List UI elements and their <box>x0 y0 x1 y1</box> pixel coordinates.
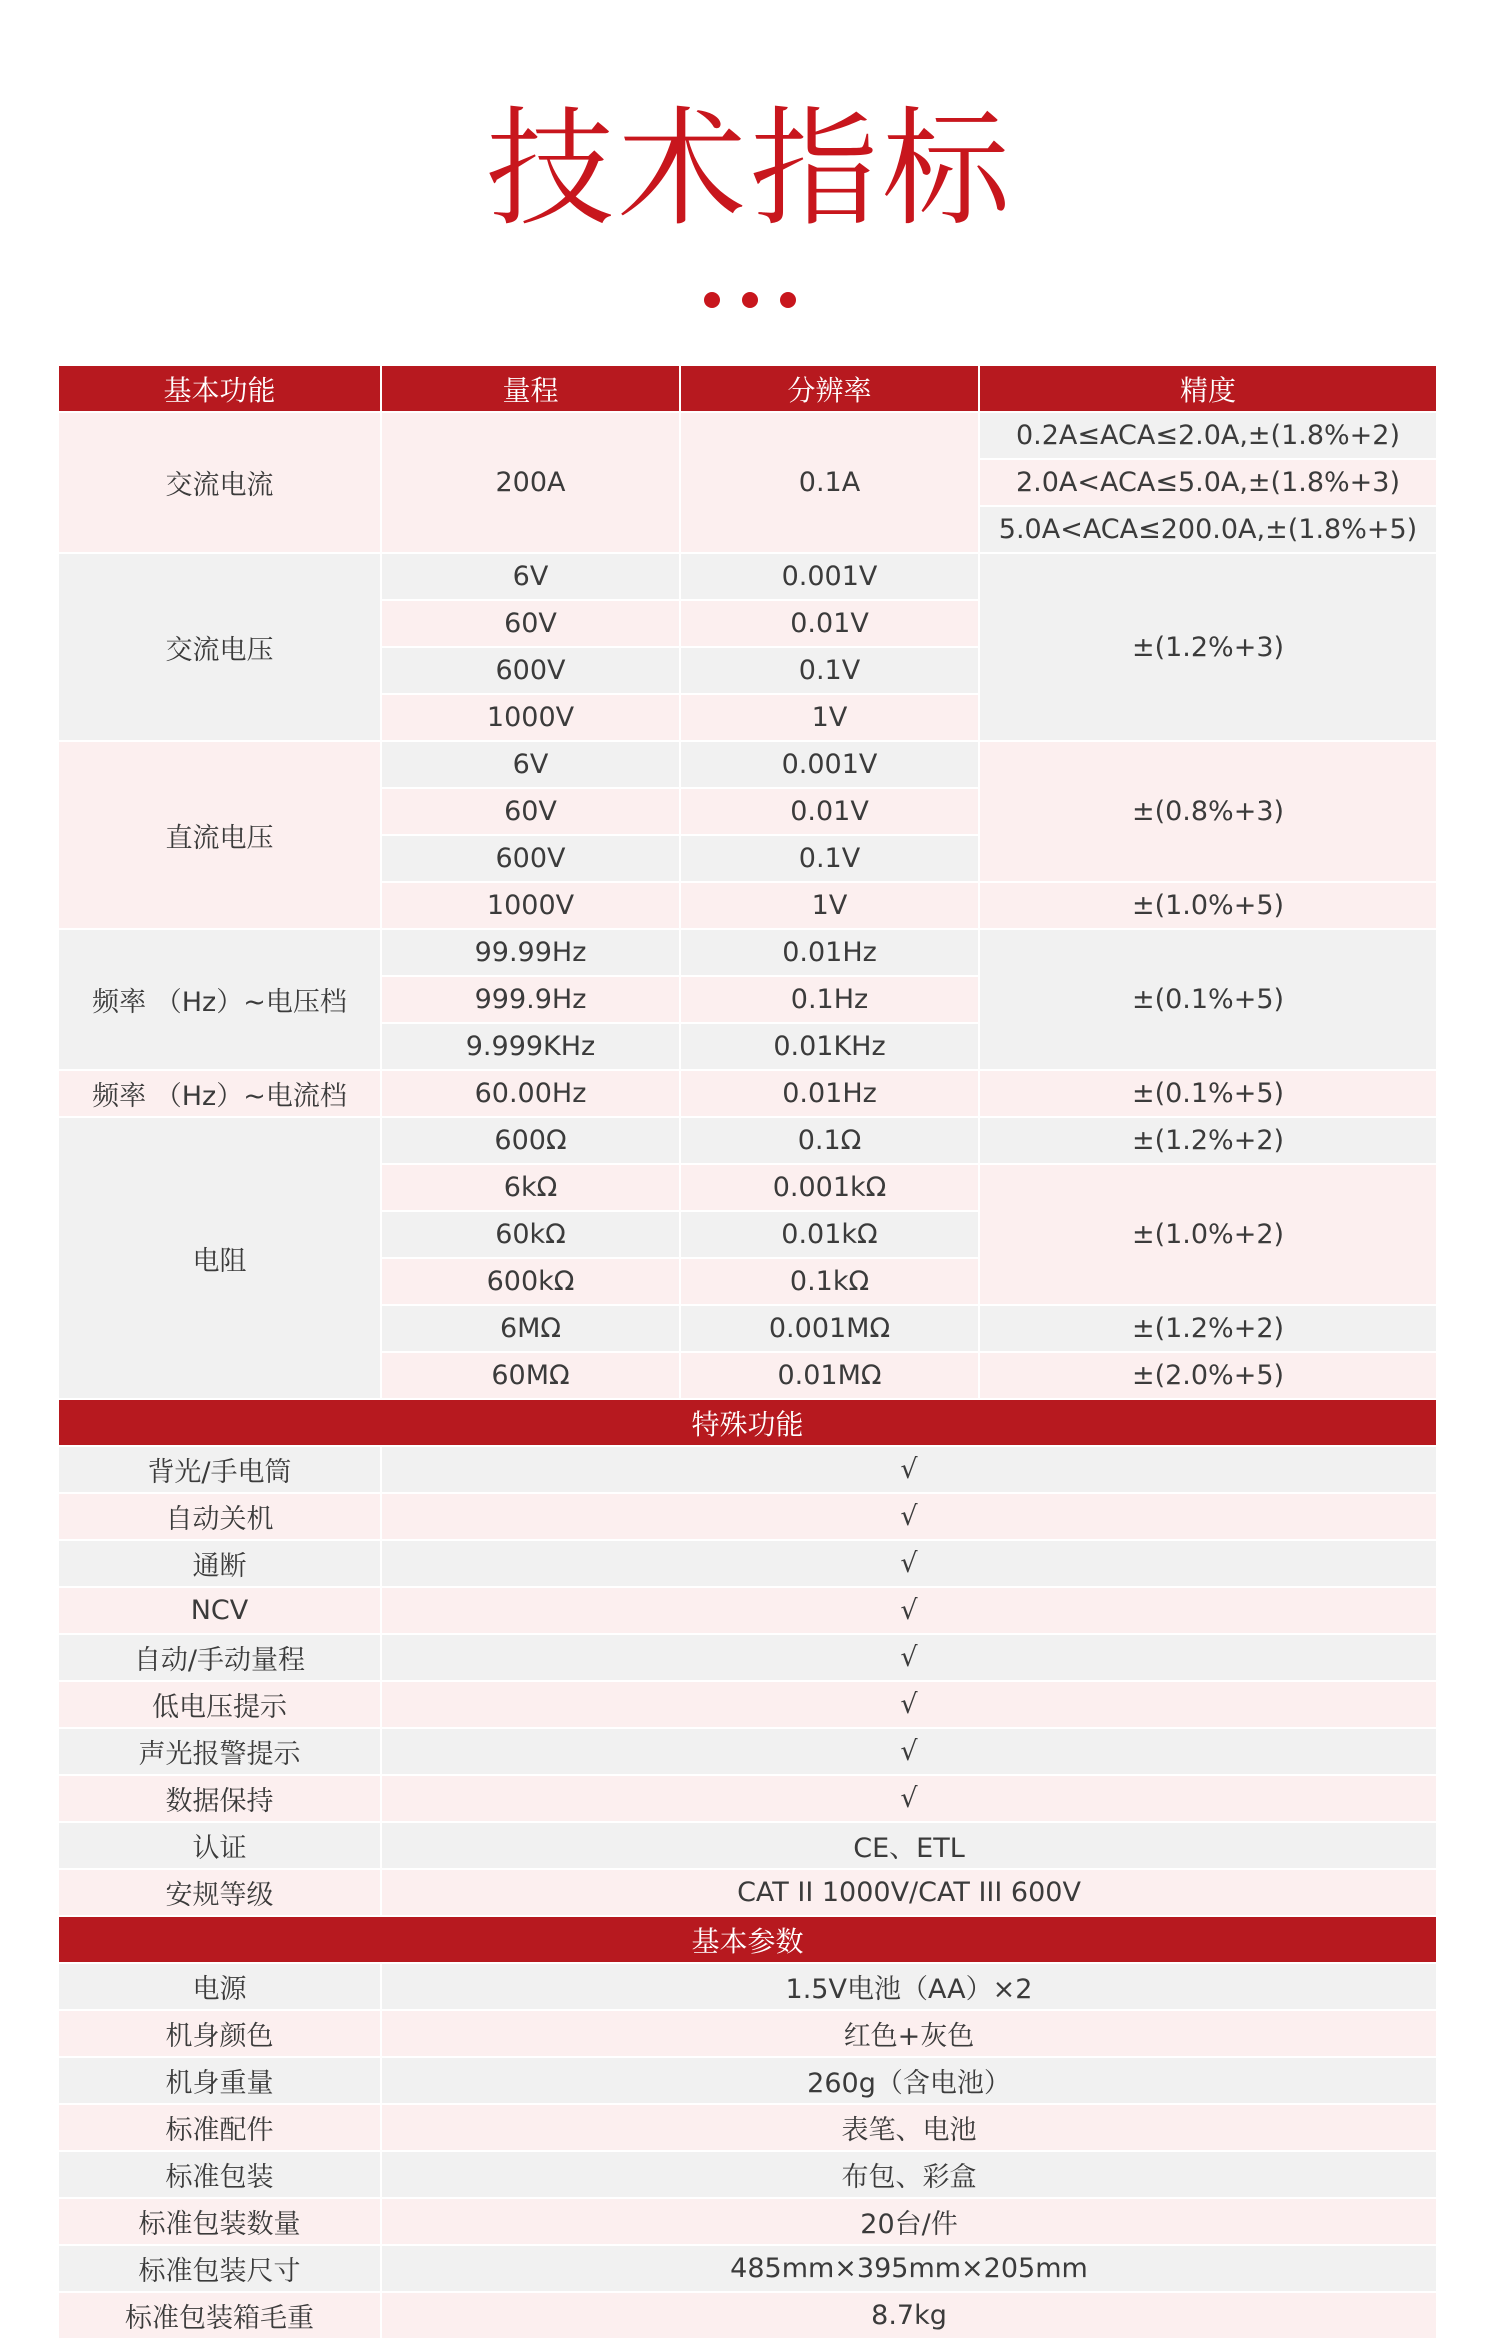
special-feature-name: 自动/手动量程 <box>59 1635 380 1680</box>
accuracy-cell: ±(1.0%+5) <box>980 883 1436 928</box>
special-feature-value: √ <box>382 1588 1436 1633</box>
resolution-cell: 0.01MΩ <box>681 1353 978 1398</box>
resolution-cell: 0.1V <box>681 648 978 693</box>
accuracy-cell: ±(0.1%+5) <box>980 1071 1436 1116</box>
resolution-cell: 0.001MΩ <box>681 1306 978 1351</box>
resolution-cell: 0.1A <box>681 413 978 552</box>
param-name: 标准包装尺寸 <box>59 2246 380 2291</box>
special-feature-name: 背光/手电筒 <box>59 1447 380 1492</box>
resolution-cell: 0.01V <box>681 789 978 834</box>
range-cell: 1000V <box>382 883 679 928</box>
special-feature-name: 认证 <box>59 1823 380 1868</box>
special-feature-name: 自动关机 <box>59 1494 380 1539</box>
param-name: 机身颜色 <box>59 2011 380 2056</box>
function-name: 电阻 <box>59 1118 380 1398</box>
resolution-cell: 0.01V <box>681 601 978 646</box>
header-cell: 精度 <box>980 366 1436 411</box>
resolution-cell: 0.001V <box>681 742 978 787</box>
param-value: 1.5V电池（AA）×2 <box>382 1964 1436 2009</box>
accuracy-cell: ±(0.1%+5) <box>980 930 1436 1069</box>
range-cell: 6V <box>382 554 679 599</box>
resolution-cell: 0.1V <box>681 836 978 881</box>
resolution-cell: 0.1kΩ <box>681 1259 978 1304</box>
resolution-cell: 0.01Hz <box>681 930 978 975</box>
param-name: 标准包装 <box>59 2152 380 2197</box>
resolution-cell: 0.001V <box>681 554 978 599</box>
accuracy-cell: ±(1.2%+2) <box>980 1118 1436 1163</box>
resolution-cell: 0.01KHz <box>681 1024 978 1069</box>
range-cell: 60V <box>382 789 679 834</box>
function-name: 交流电流 <box>59 413 380 552</box>
param-name: 标准包装箱毛重 <box>59 2293 380 2338</box>
accuracy-cell: 0.2A≤ACA≤2.0A,±(1.8%+2) <box>980 413 1436 458</box>
resolution-cell: 0.1Ω <box>681 1118 978 1163</box>
range-cell: 9.999KHz <box>382 1024 679 1069</box>
param-value: 485mm×395mm×205mm <box>382 2246 1436 2291</box>
accuracy-cell: 2.0A<ACA≤5.0A,±(1.8%+3) <box>980 460 1436 505</box>
range-cell: 6V <box>382 742 679 787</box>
accuracy-cell: ±(1.2%+2) <box>980 1306 1436 1351</box>
special-feature-value: CE、ETL <box>382 1823 1436 1868</box>
special-feature-value: √ <box>382 1635 1436 1680</box>
param-value: 布包、彩盒 <box>382 2152 1436 2197</box>
header-cell: 分辨率 <box>681 366 978 411</box>
special-feature-name: 安规等级 <box>59 1870 380 1915</box>
accuracy-cell: ±(1.2%+3) <box>980 554 1436 740</box>
accuracy-cell: 5.0A<ACA≤200.0A,±(1.8%+5) <box>980 507 1436 552</box>
function-name: 频率 （Hz）~电压档 <box>59 930 380 1069</box>
range-cell: 60.00Hz <box>382 1071 679 1116</box>
spec-table <box>59 366 1436 2334</box>
page-title: 技术指标 <box>485 95 1014 244</box>
range-cell: 600Ω <box>382 1118 679 1163</box>
special-feature-value: √ <box>382 1541 1436 1586</box>
param-value: 红色+灰色 <box>382 2011 1436 2056</box>
accuracy-cell: ±(0.8%+3) <box>980 742 1436 881</box>
resolution-cell: 0.01kΩ <box>681 1212 978 1257</box>
special-feature-name: 通断 <box>59 1541 380 1586</box>
param-value: 20台/件 <box>382 2199 1436 2244</box>
range-cell: 6MΩ <box>382 1306 679 1351</box>
range-cell: 60kΩ <box>382 1212 679 1257</box>
special-feature-value: CAT II 1000V/CAT III 600V <box>382 1870 1436 1915</box>
range-cell: 600V <box>382 836 679 881</box>
section-title-special: 特殊功能 <box>59 1400 1436 1445</box>
title-dots-decoration <box>0 292 1500 308</box>
header-cell: 基本功能 <box>59 366 380 411</box>
range-cell: 1000V <box>382 695 679 740</box>
resolution-cell: 1V <box>681 883 978 928</box>
accuracy-cell: ±(1.0%+2) <box>980 1165 1436 1304</box>
param-name: 机身重量 <box>59 2058 380 2103</box>
range-cell: 99.99Hz <box>382 930 679 975</box>
resolution-cell: 0.01Hz <box>681 1071 978 1116</box>
resolution-cell: 1V <box>681 695 978 740</box>
special-feature-value: √ <box>382 1494 1436 1539</box>
param-value: 表笔、电池 <box>382 2105 1436 2150</box>
special-feature-name: NCV <box>59 1588 380 1633</box>
range-cell: 60V <box>382 601 679 646</box>
special-feature-name: 低电压提示 <box>59 1682 380 1727</box>
special-feature-name: 声光报警提示 <box>59 1729 380 1774</box>
accuracy-cell: ±(2.0%+5) <box>980 1353 1436 1398</box>
range-cell: 60MΩ <box>382 1353 679 1398</box>
param-name: 标准配件 <box>59 2105 380 2150</box>
range-cell: 999.9Hz <box>382 977 679 1022</box>
param-value: 260g（含电池） <box>382 2058 1436 2103</box>
range-cell: 6kΩ <box>382 1165 679 1210</box>
range-cell: 600kΩ <box>382 1259 679 1304</box>
param-value: 8.7kg <box>382 2293 1436 2338</box>
special-feature-value: √ <box>382 1776 1436 1821</box>
param-name: 电源 <box>59 1964 380 2009</box>
special-feature-value: √ <box>382 1682 1436 1727</box>
special-feature-value: √ <box>382 1447 1436 1492</box>
function-name: 直流电压 <box>59 742 380 928</box>
special-feature-value: √ <box>382 1729 1436 1774</box>
param-name: 标准包装数量 <box>59 2199 380 2244</box>
range-cell: 200A <box>382 413 679 552</box>
range-cell: 600V <box>382 648 679 693</box>
resolution-cell: 0.001kΩ <box>681 1165 978 1210</box>
special-feature-name: 数据保持 <box>59 1776 380 1821</box>
section-title-params: 基本参数 <box>59 1917 1436 1962</box>
header-cell: 量程 <box>382 366 679 411</box>
function-name: 频率 （Hz）~电流档 <box>59 1071 380 1116</box>
function-name: 交流电压 <box>59 554 380 740</box>
resolution-cell: 0.1Hz <box>681 977 978 1022</box>
